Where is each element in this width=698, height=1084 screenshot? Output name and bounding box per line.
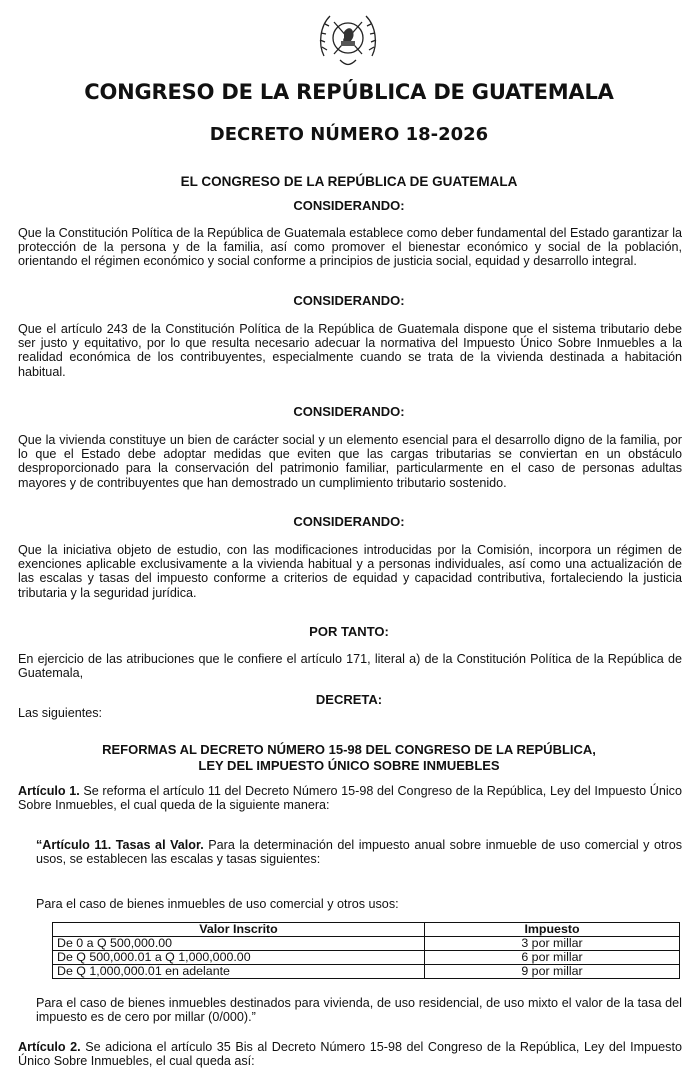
article-1 [18,784,682,812]
tax-rates-table [52,922,680,979]
considerando-text: Que la iniciativa objeto de estudio, con las modificaciones introducidas por la Comisión, incorpora un régimen de exenciones aplicable exclusivamente a la vivienda habitual y a personas individuales, así como una actualización de las escalas y tasas del impuesto conforme a criterios de equidad y capacidad contributiva, fortaleciendo la justicia tributaria y la seguridad jurídica. [18,543,682,600]
decreta-heading: DECRETA: [315,692,383,707]
valor-cell: De Q 500,000.01 a Q 1,000,000.00 [53,951,425,965]
valor-cell: De 0 a Q 500,000.00 [53,937,425,951]
reform-title-line: REFORMAS AL DECRETO NÚMERO 15-98 DEL CONGRESO DE LA REPÚBLICA, [102,742,596,757]
table-row [53,965,680,979]
considerando-text: Que la vivienda constituye un bien de carácter social y un elemento esencial para el desarrollo digno de la familia, por lo que el Estado debe adoptar medidas que eviten que las cargas tributarias se conviertan en un obstáculo desproporcionado para la conservación del patrimonio familiar, particularmente en el caso de personas adultas mayores y de contribuyentes que han demostrado un cumplimiento tributario sostenido. [18,433,682,490]
article-1-text: Se reforma el artículo 11 del Decreto Número 15-98 del Congreso de la República, Ley del Impuesto Único Sobre Inmuebles, el cual queda de la siguiente manera: [18,784,682,813]
table-row [53,951,680,965]
considerando-text: Que el artículo 243 de la Constitución Política de la República de Guatemala dispone que el sistema tributario debe ser justo y equitativo, por lo que resulta necesario adecuar la normativa del Impuesto Único Sobre Inmuebles a la realidad económica de los contribuyentes, especialmente cuando se trata de la vivienda destinada a habitación habitual. [18,322,682,379]
considerando-heading: CONSIDERANDO: [293,404,405,419]
article-11-text: Para la determinación del impuesto anual sobre inmueble de uso comercial y otros usos, se establecen las escalas y tasas siguientes: [36,838,682,867]
considerando-text: Que la Constitución Política de la República de Guatemala establece como deber fundamental del Estado garantizar la protección de la persona y de la familia, así como promover el bienestar económico y social de la población, orientando el régimen económico y social conforme a principios de justicia social, equidad y desarrollo integral. [18,226,682,269]
table-header-row [53,923,680,937]
por-tanto-text: En ejercicio de las atribuciones que le confiere el artículo 171, literal a) de la Constitución Política de la República de Guatemala, [18,652,682,681]
considerando-heading: CONSIDERANDO: [293,293,405,308]
coat-of-arms-icon [314,4,382,72]
column-header-impuesto: Impuesto [425,923,680,937]
decree-number: DECRETO NÚMERO 18-2026 [209,124,489,145]
impuesto-cell: 6 por millar [425,951,680,965]
article-1-label: Artículo 1. [18,784,80,798]
valor-cell: De Q 1,000,000.01 en adelante [53,965,425,979]
reform-title-line: LEY DEL IMPUESTO ÚNICO SOBRE INMUEBLES [198,757,500,773]
article-2-text: Se adiciona el artículo 35 Bis al Decreto Número 15-98 del Congreso de la República, Ley del Impuesto Único Sobre Inmuebles, el cual queda así: [18,1040,682,1069]
table-intro: Para el caso de bienes inmuebles de uso comercial y otros usos: [36,897,399,911]
impuesto-cell: 3 por millar [425,937,680,951]
article-11-closing: Para el caso de bienes inmuebles destinados para vivienda, de uso residencial, de uso mixto el valor de la tasa del impuesto es de cero por millar (0/000).” [36,996,682,1025]
issuer-heading: EL CONGRESO DE LA REPÚBLICA DE GUATEMALA [180,174,518,189]
decreta-text: Las siguientes: [18,706,103,720]
article-2 [18,1040,682,1068]
column-header-valor: Valor Inscrito [53,923,425,937]
congress-title: CONGRESO DE LA REPÚBLICA DE GUATEMALA [84,80,614,104]
table-row [53,937,680,951]
article-2-label: Artículo 2. [18,1040,81,1054]
impuesto-cell: 9 por millar [425,965,680,979]
considerando-heading: CONSIDERANDO: [293,198,405,213]
article-11-quote [36,838,682,866]
considerando-heading: CONSIDERANDO: [293,514,405,529]
reform-title [0,742,698,773]
por-tanto-heading: POR TANTO: [309,624,389,639]
article-11-label: “Artículo 11. Tasas al Valor. [36,838,204,852]
